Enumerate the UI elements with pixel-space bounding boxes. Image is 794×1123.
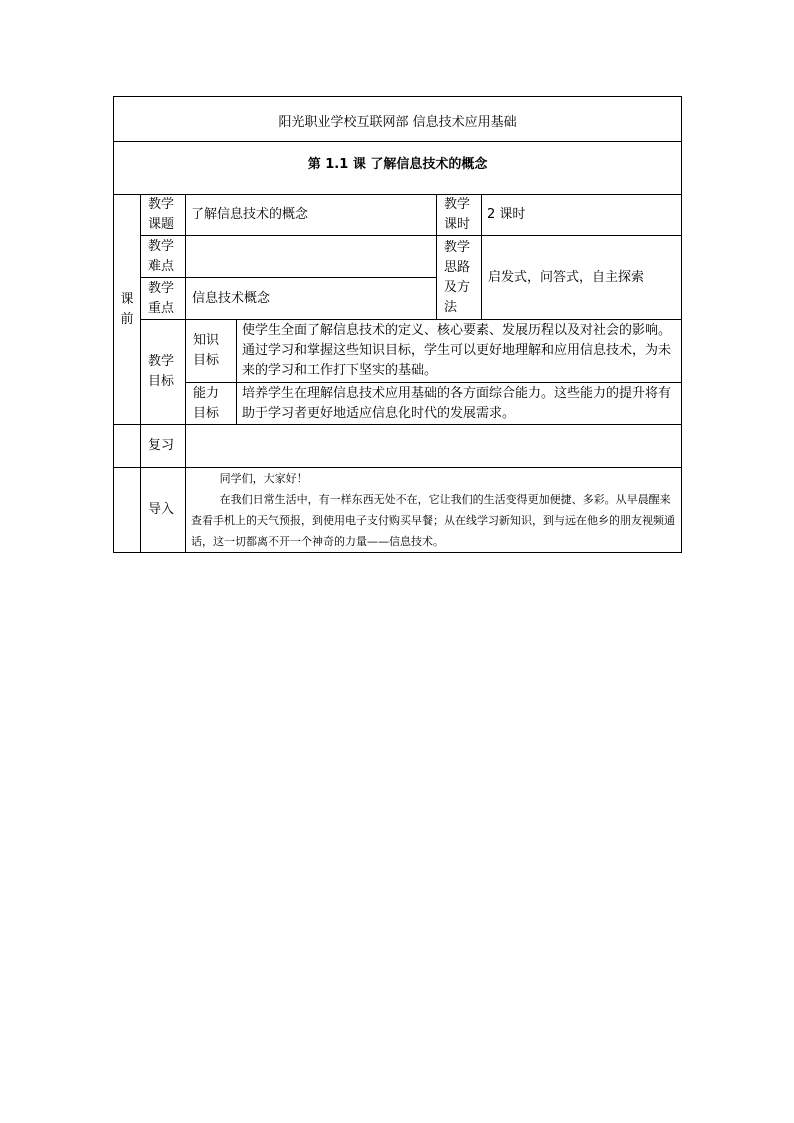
header-row-lesson xyxy=(114,142,682,195)
label-review: 复习 xyxy=(141,425,186,468)
label-method: 教学思路及方法 xyxy=(437,236,482,320)
value-review xyxy=(186,425,682,468)
label-intro: 导入 xyxy=(141,468,186,553)
row-ability-objective xyxy=(114,383,682,425)
label-topic: 教学课题 xyxy=(141,195,186,236)
value-ability-objective: 培养学生在理解信息技术应用基础的各方面综合能力。这些能力的提升将有助于学习者更好地适应信息化时代的发展需求。 xyxy=(237,383,682,425)
intro-paragraph: 同学们，大家好！ xyxy=(219,472,308,485)
value-method: 启发式，问答式，自主探索 xyxy=(482,236,682,320)
row-difficulty xyxy=(114,236,682,278)
label-key-point: 教学重点 xyxy=(141,278,186,320)
lesson-title: 第 1.1 课 了解信息技术的概念 xyxy=(114,142,682,195)
label-knowledge-objective: 知识目标 xyxy=(186,320,237,383)
label-hours: 教学课时 xyxy=(437,195,482,236)
value-difficulty xyxy=(186,236,437,278)
row-knowledge-objective xyxy=(114,320,682,383)
intro-paragraph: 在我们日常生活中，有一样东西无处不在，它让我们的生活变得更加便捷、多彩。从早晨醒来查看手机上的天气预报，到使用电子支付购买早餐；从在线学习新知识，到与远在他乡的朋友视频通话，这一切都离不开一个神奇的力量——信息技术。 xyxy=(191,493,675,548)
section-label-pre-class: 课前 xyxy=(114,195,141,425)
header-row-school xyxy=(114,97,682,142)
label-difficulty: 教学难点 xyxy=(141,236,186,278)
row-topic xyxy=(114,195,682,236)
row-intro xyxy=(114,468,682,553)
row-review xyxy=(114,425,682,468)
value-hours: 2 课时 xyxy=(482,195,682,236)
value-key-point: 信息技术概念 xyxy=(186,278,437,320)
value-intro xyxy=(186,468,682,553)
value-knowledge-objective: 使学生全面了解信息技术的定义、核心要素、发展历程以及对社会的影响。通过学习和掌握这些知识目标，学生可以更好地理解和应用信息技术，为未来的学习和工作打下坚实的基础。 xyxy=(237,320,682,383)
section-spacer-review xyxy=(114,425,141,468)
section-spacer-intro xyxy=(114,468,141,553)
lesson-plan-table xyxy=(113,96,682,553)
label-ability-objective: 能力目标 xyxy=(186,383,237,425)
school-line: 阳光职业学校互联网部 信息技术应用基础 xyxy=(114,97,682,142)
label-objectives: 教学目标 xyxy=(141,320,186,425)
value-topic: 了解信息技术的概念 xyxy=(186,195,437,236)
